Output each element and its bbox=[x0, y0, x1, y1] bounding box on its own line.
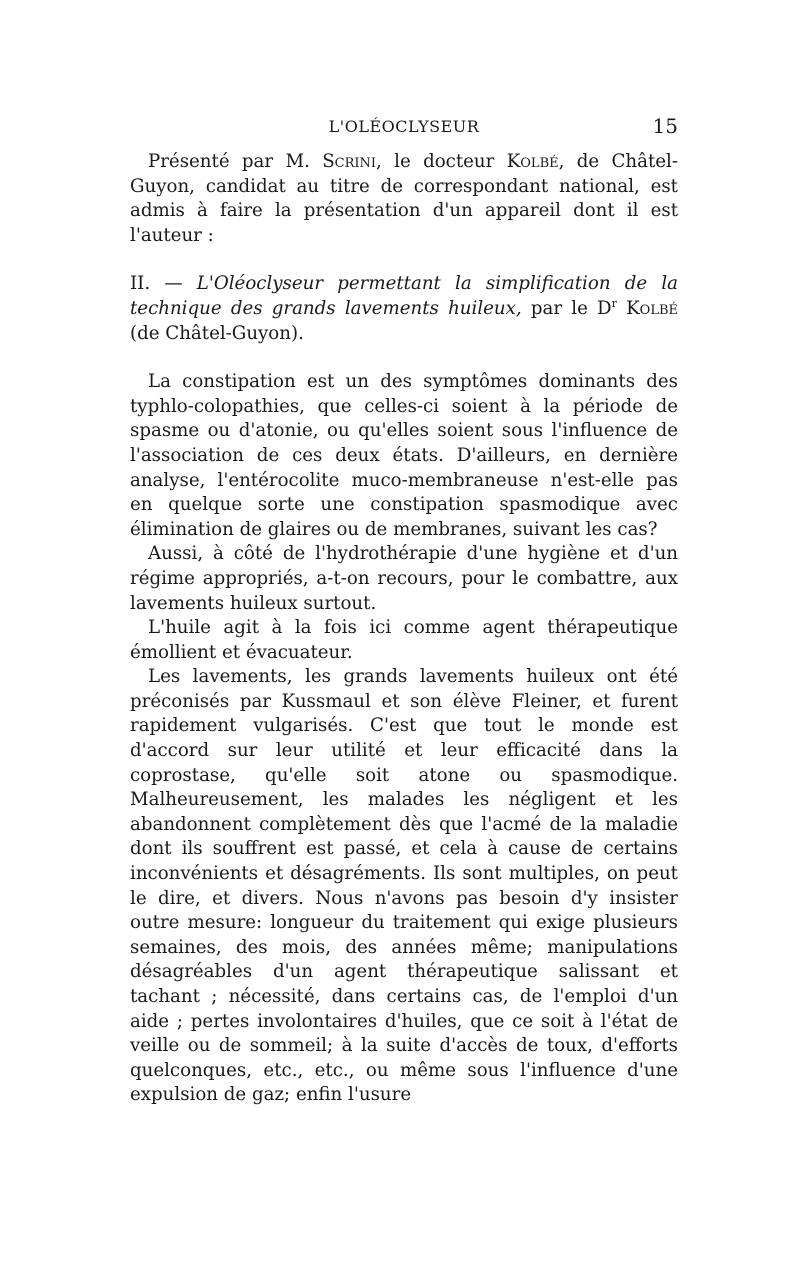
body-paragraph: Aussi, à côté de l'hydrothérapie d'une hygiène et d'un régime appropriés, a-t-on recours, pour le combattre, aux lavements huileux surtout. bbox=[130, 543, 678, 614]
section-author: Kolbé bbox=[626, 297, 678, 319]
presentation-text-1: Présenté par M. bbox=[148, 151, 323, 172]
section-title: L'Oléoclyseur permettant la simplification de la technique des grands lavements huileux, bbox=[130, 273, 678, 319]
section-heading bbox=[130, 272, 678, 346]
body-text bbox=[130, 150, 678, 1108]
body-paragraph: L'huile agit à la fois ici comme agent thérapeutique émollient et évacuateur. bbox=[130, 617, 678, 663]
doctor-abbrev-sup: r bbox=[611, 296, 617, 310]
section-place: (de Châtel-Guyon). bbox=[130, 322, 304, 344]
body-paragraph: Les lavements, les grands lavements huileux ont été préconisés par Kussmaul et son élève Fleiner, et furent rapidement vulgarisés. C'est que tout le monde est d'accord sur leur utilité et leur efficacité dans la coprostase, qu'elle soit atone ou spasmodique. Malheureusement, les malades les négligent et les abandonnent complètement dès que l'acmé de la maladie dont ils souffrent est passé, et cela à cause de certains inconvénients et désagréments. Ils sont multiples, on peut le dire, et divers. Nous n'avons pas besoin d'y insister outre mesure: longueur du traitement qui exige plusieurs semaines, des mois, des années même; manipulations désagréables d'un agent thérapeutique salissant et tachant ; nécessité, dans certains cas, de l'emploi d'un aide ; pertes involontaires d'huiles, que ce soit à l'état de veille ou de sommeil; à la suite d'accès de toux, d'efforts quelconques, etc., etc., ou même sous l'influence d'une expulsion de gaz; enfin l'usure bbox=[130, 666, 678, 1106]
presentation-paragraph bbox=[130, 150, 678, 248]
page-number: 15 bbox=[652, 114, 678, 138]
body-paragraph: La constipation est un des symptômes dominants des typhlo-colopathies, que celles-ci soient à la période de spasme ou d'atonie, ou qu'elles soient sous l'influence de l'association de ces deux états. D'ailleurs, en dernière analyse, l'entérocolite muco-membraneuse n'est-elle pas en quelque sorte une constipation spasmodique avec élimination de glaires ou de membranes, suivant les cas? bbox=[130, 371, 678, 540]
running-title: L'OLÉOCLYSEUR bbox=[328, 117, 480, 136]
presenter-name: Scrini bbox=[322, 151, 377, 172]
section-byline: par le D bbox=[521, 297, 612, 319]
page-header bbox=[130, 114, 678, 143]
doctor-name: Kolbé bbox=[506, 151, 559, 172]
presentation-text-3: , de Châtel-Guyon, candidat au titre de correspondant national, est admis à faire la présentation d'un appareil dont il est l'auteur : bbox=[130, 151, 678, 246]
section-numeral: II. — bbox=[130, 273, 197, 295]
presentation-text-2: , le docteur bbox=[376, 151, 507, 172]
